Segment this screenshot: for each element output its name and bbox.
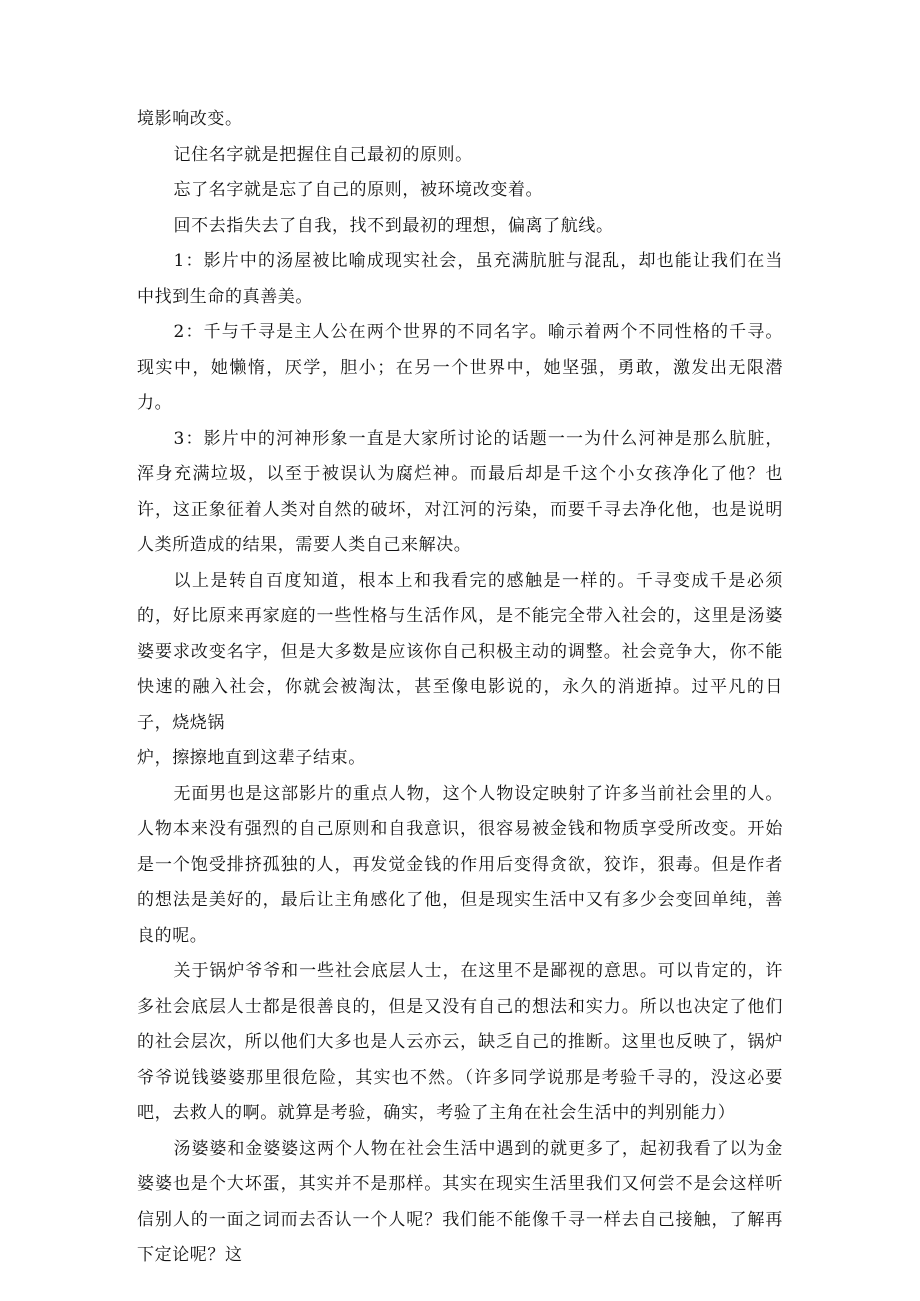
paragraph: 汤婆婆和金婆婆这两个人物在社会生活中遇到的就更多了，起初我看了以为金婆婆也是个大坏蛋，其实并不是那样。其实在现实生活里我们又何尝不是会这样听信别人的一面之词而去否认一个人呢？我们能不能像千寻一样去自己接触，了解再下定论呢？这 bbox=[137, 1138, 783, 1265]
paragraph-point-1: 1：影片中的汤屋被比喻成现实社会，虽充满肮脏与混乱，却也能让我们在当中找到生命的真善美。 bbox=[137, 251, 783, 307]
paragraph-point-3: 3：影片中的河神形象一直是大家所讨论的话题一一为什么河神是那么肮脏，浑身充满垃圾，以至于被误认为腐烂神。而最后却是千这个小女孩净化了他？也许，这正象征着人类对自然的破坏，对江河的污染，而要千寻去净化他，也是说明人类所造成的结果，需要人类自己来解决。 bbox=[137, 428, 783, 555]
paragraph-continuation: 炉，擦擦地直到这辈子结束。 bbox=[137, 748, 366, 768]
paragraph-continuation: 境影响改变。 bbox=[137, 109, 243, 129]
paragraph: 以上是转自百度知道，根本上和我看完的感触是一样的。千寻变成千是必须的，好比原来再家庭的一些性格与生活作风，是不能完全带入社会的，这里是汤婆婆要求改变名字，但是大多数是应该你自己积极主动的调整。社会竞争大，你不能快速的融入社会，你就会被淘汰，甚至像电影说的，永久的消逝掉。过平凡的日子，烧烧锅 bbox=[137, 570, 783, 733]
paragraph: 无面男也是这部影片的重点人物，这个人物设定映射了许多当前社会里的人。人物本来没有强烈的自己原则和自我意识，很容易被金钱和物质享受所改变。开始是一个饱受排挤孤独的人，再发觉金钱的作用后变得贪欲，狡诈，狠毒。但是作者的想法是美好的，最后让主角感化了他，但是现实生活中又有多少会变回单纯，善良的呢。 bbox=[137, 783, 783, 946]
paragraph: 忘了名字就是忘了自己的原则，被环境改变着。 bbox=[173, 180, 544, 200]
paragraph-point-2: 2：千与千寻是主人公在两个世界的不同名字。喻示着两个不同性格的千寻。现实中，她懒惰，厌学，胆小；在另一个世界中，她坚强，勇敢，激发出无限潜力。 bbox=[137, 322, 783, 413]
paragraph: 关于锅炉爷爷和一些社会底层人士，在这里不是鄙视的意思。可以肯定的，许多社会底层人士都是很善良的，但是又没有自己的想法和实力。所以也决定了他们的社会层次，所以他们大多也是人云亦云，缺乏自己的推断。这里也反映了，锅炉爷爷说钱婆婆那里很危险，其实也不然。（许多同学说那是考验千寻的，没这必要吧，去救人的啊。就算是考验，确实，考验了主角在社会生活中的判别能力） bbox=[137, 961, 783, 1123]
paragraph: 回不去指失去了自我，找不到最初的理想，偏离了航线。 bbox=[173, 215, 614, 236]
document-body bbox=[137, 102, 783, 1274]
paragraph: 记住名字就是把握住自己最初的原则。 bbox=[173, 144, 473, 165]
